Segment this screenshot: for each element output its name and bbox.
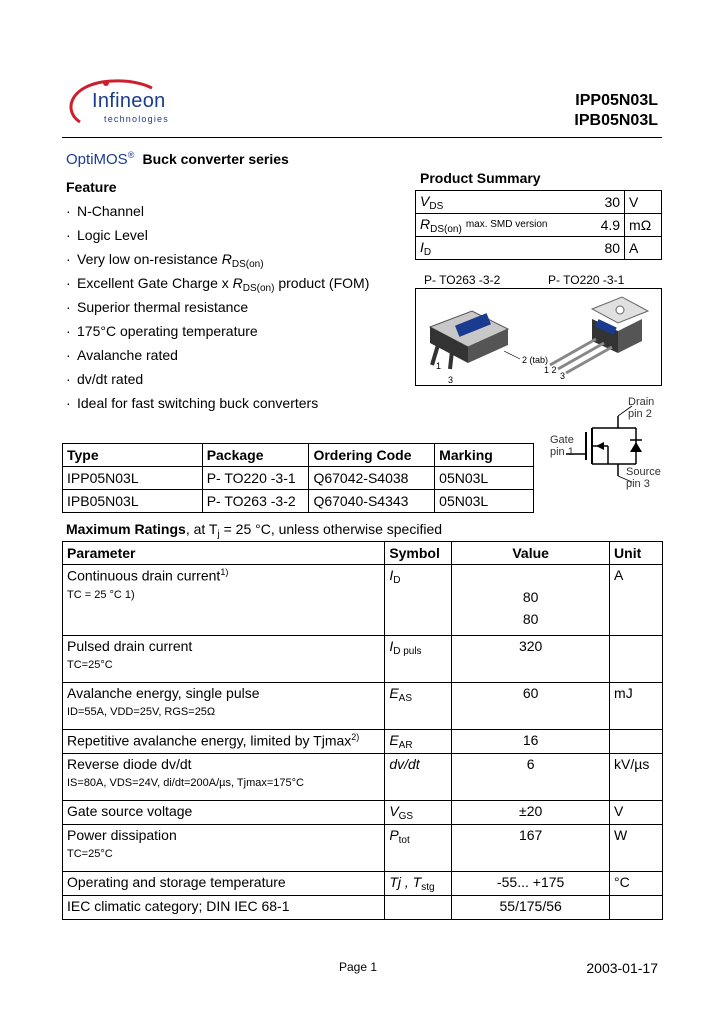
max-ratings-title: Maximum Ratings, at $T_j = 25$ °C, unless otherwise specified (66, 521, 443, 540)
summary-row: $R_{DS(on)}$ max. SMD version 4.9 mΩ (416, 214, 662, 237)
product-summary-table (415, 190, 662, 260)
package-illustration-icon (416, 289, 663, 387)
product-summary-title: Product Summary (420, 170, 541, 186)
part-number-1: IPP05N03L (575, 92, 658, 109)
ratings-row: Continuous drain current$^{1)}$ TC = 25 °C 1) $I_D$ 80 80 A (63, 565, 663, 636)
feature-item: · Excellent Gate Charge x $R_{DS(on)}$ product (FOM) (66, 275, 370, 294)
pin-label: 1 (436, 361, 442, 371)
feature-item: · N-Channel (66, 203, 144, 219)
document-date: 2003-01-17 (586, 960, 658, 976)
infineon-logo (62, 74, 182, 136)
ordering-row: IPP05N03L P- TO220 -3-1 Q67042-S4038 05N03L (63, 467, 534, 490)
summary-row: $I_D$ 80 A (416, 237, 662, 260)
feature-heading: Feature (66, 179, 117, 195)
package-label-to263: P- TO263 -3-2 (424, 273, 501, 287)
ordering-table (62, 443, 534, 513)
series-imos: iMOS (90, 151, 128, 168)
max-ratings-table (62, 541, 663, 920)
feature-item: · 175°C operating temperature (66, 323, 258, 339)
ratings-row: Avalanche energy, single pulse ID=55A, VDD=25V, RGS=25Ω $E_{AS}$ 60 mJ (63, 683, 663, 730)
package-label-to220: P- TO220 -3-1 (548, 273, 625, 287)
ordering-row: IPB05N03L P- TO263 -3-2 Q67040-S4343 05N03L (63, 490, 534, 513)
svg-text:1 2: 1 2 (544, 365, 557, 375)
series-opt: Opt (66, 151, 91, 168)
ratings-row: Gate source voltage $V_{GS}$ ±20 V (63, 801, 663, 825)
series-label: Buck converter series (142, 151, 289, 167)
feature-item: · Superior thermal resistance (66, 299, 249, 315)
feature-item: · Very low on-resistance $R_{DS(on)}$ (66, 251, 264, 270)
feature-item: · Avalanche rated (66, 347, 178, 363)
ratings-row: Reverse diode dv/dt IS=80A, VDS=24V, di/dt=200A/µs, Tjmax=175°C dv/dt 6 kV/µs (63, 754, 663, 801)
ordering-header-row: Type Package Ordering Code Marking (63, 444, 534, 467)
mosfet-symbol (548, 396, 666, 496)
svg-text:3: 3 (448, 375, 454, 385)
svg-text:2 (tab): 2 (tab) (522, 355, 549, 365)
ratings-row: Operating and storage temperature Tj , $T_{stg}$ -55... +175 °C (63, 872, 663, 896)
ratings-row: IEC climatic category; DIN IEC 68-1 55/175/56 (63, 896, 663, 920)
feature-item: · Ideal for fast switching buck converters (66, 395, 319, 411)
page-number: Page 1 (339, 960, 378, 974)
summary-row: $V_{DS}$ 30 V (416, 191, 662, 214)
ratings-row: Pulsed drain current TC=25°C $I_{D puls}$ 320 (63, 636, 663, 683)
series-reg: ® (127, 150, 135, 160)
header-divider (62, 137, 662, 138)
source-label: Source pin 3 (626, 466, 661, 490)
series-title (66, 150, 289, 168)
logo-subtext: technologies (104, 114, 169, 124)
part-number-2: IPB05N03L (574, 112, 658, 129)
feature-item: · dv/dt rated (66, 371, 144, 387)
gate-label: Gate pin 1 (550, 434, 574, 458)
ratings-header-row: Parameter Symbol Value Unit (63, 542, 663, 565)
svg-text:3: 3 (560, 371, 566, 381)
ratings-row: Power dissipation TC=25°C $P_{tot}$ 167 W (63, 825, 663, 872)
ratings-row: Repetitive avalanche energy, limited by Tjmax$^{2)}$ $E_{AR}$ 16 (63, 730, 663, 754)
logo-text: Infineon (92, 90, 166, 112)
feature-item: · Logic Level (66, 227, 148, 243)
package-images-box (415, 288, 662, 386)
drain-label: Drain pin 2 (628, 396, 655, 420)
